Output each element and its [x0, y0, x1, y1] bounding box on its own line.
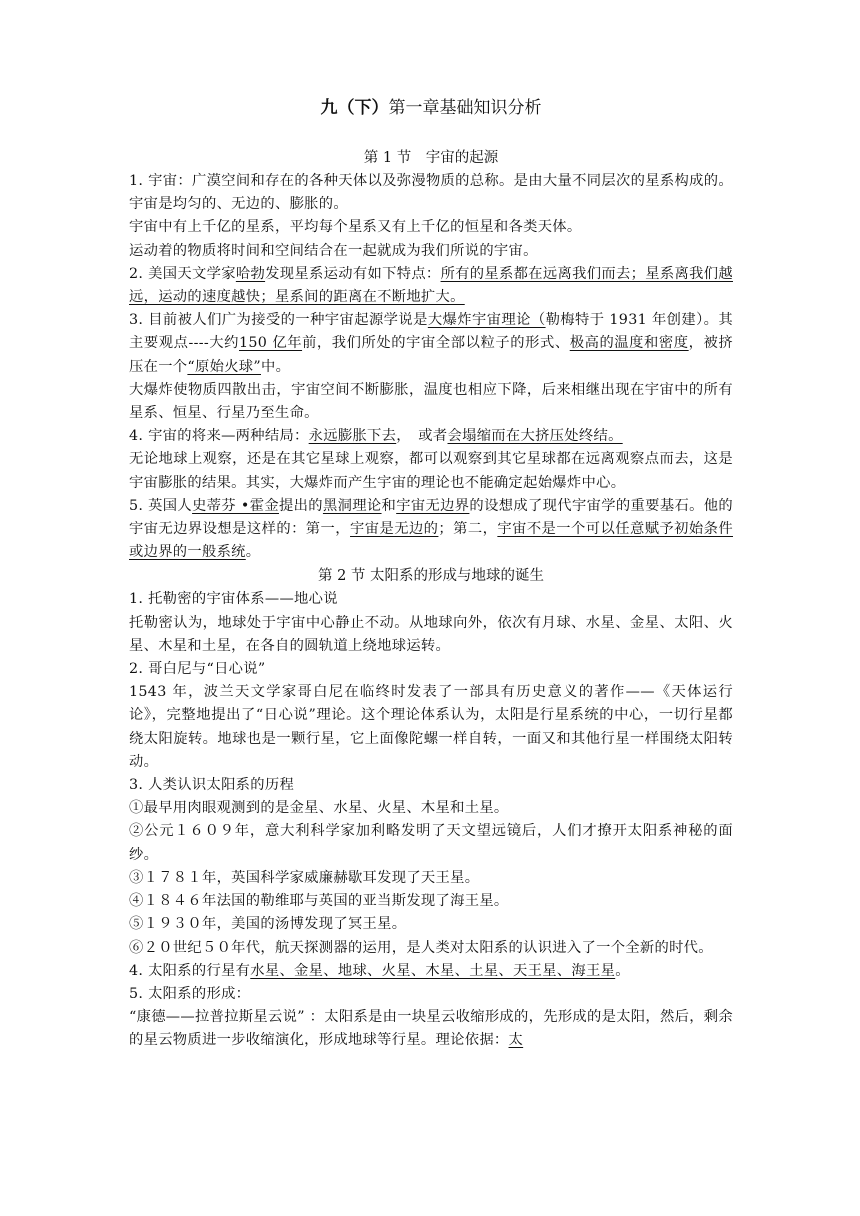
text-span: 。 [615, 962, 630, 979]
underline-planet-list: 水星、金星、地球、火星、木星、土星、天王星、海王星 [250, 962, 616, 979]
page-title [129, 96, 733, 120]
text-span: 前，我们所处的宇宙全部以粒子的形式、 [302, 335, 570, 352]
s2-history-item-5: ⑤１９３０年，美国的汤博发现了冥王星。 [129, 916, 407, 933]
s1-paragraph-2: 宇宙中有上千亿的星系，平均每个星系又有上千亿的恒星和各类天体。 [129, 219, 582, 236]
underline-no-boundary: 宇宙无边界 [396, 497, 470, 514]
text-span: 发现星系运动有如下特点： [265, 265, 441, 282]
underline-fireball: “原始火球” [187, 358, 261, 375]
s1-paragraph-observation: 无论地球上观察，还是在其它星球上观察，都可以观察到其它星球都在远离观察点而去，这是宇宙膨胀的结果。其实，大爆炸而产生宇宙的理论也不能确定起始爆炸中心。 [129, 451, 733, 491]
s2-history-item-6: ⑥２０世纪５０年代，航天探测器的运用，是人类对太阳系的认识进入了一个全新的时代。 [129, 939, 713, 956]
underline-general-system: 宇宙不是一个可以任意赋予初始条件或边界的一般系统 [129, 521, 733, 561]
s2-heading-copernicus: 2. 哥白尼与“日心说” [129, 661, 266, 678]
document-page [129, 96, 733, 1053]
s2-history-item-1: ①最早用肉眼观测到的是金星、水星、火星、木星和土星。 [129, 800, 509, 817]
s2-history-item-2: ②公元１６０９年，意大利科学家加利略发明了天文望远镜后，人们才撩开太阳系神秘的面纱。 [129, 823, 733, 863]
title-text: 第一章基础知识分析 [388, 98, 542, 118]
s2-history-item-4: ④１８４６年法国的勒维耶与英国的亚当斯发现了海王星。 [129, 893, 509, 910]
underline-big-bang: 大爆炸宇宙理论（ [427, 312, 546, 329]
s2-paragraph-nebula [129, 1006, 733, 1052]
text-span: 。 [245, 544, 261, 561]
s1-paragraph-1: 1. 宇宙：广漠空间和存在的各种天体以及弥漫物质的总称。是由大量不同层次的星系构成的。宇宙是均匀的、无边的、膨胀的。 [129, 173, 733, 213]
underline-galaxy-features: 所有的星系都在远离我们而去；星系离我们越远，运动的速度越快；星系间的距离在不断地扩大。 [129, 265, 733, 306]
section-2-heading: 第 2 节 太阳系的形成与地球的诞生 [317, 568, 545, 585]
s2-heading-history: 3. 人类认识太阳系的历程 [129, 777, 295, 794]
text-span: 提出的 [278, 497, 323, 514]
text-span: 和 [381, 497, 397, 514]
text-span: 4. 太阳系的行星有 [129, 962, 251, 979]
text-span: ，被挤压在一个 [129, 335, 733, 375]
underline-expand: 永远膨胀下去 [308, 428, 397, 445]
underline-basis: 太 [508, 1032, 524, 1049]
underline-hawking: 史蒂芬 •霍金 [192, 497, 279, 514]
text-span: 5. 英国人 [129, 497, 193, 514]
underline-black-hole: 黑洞理论 [322, 497, 382, 514]
s1-paragraph-future [129, 425, 733, 448]
text-span: 3. 目前被人们广为接受的一种宇宙起源学说是 [129, 312, 428, 329]
underline-boundless: 宇宙是无边的 [350, 521, 439, 538]
text-span: 勒梅特于 1931 年创建）。其主要观点----大约 [129, 312, 733, 352]
text-span: 中。 [261, 358, 291, 375]
s1-paragraph-3: 运动着的物质将时间和空间结合在一起就成为我们所说的宇宙。 [129, 242, 538, 259]
s1-paragraph-hawking [129, 495, 733, 565]
s2-heading-formation: 5. 太阳系的形成： [129, 985, 251, 1002]
text-span: “康德——拉普拉斯星云说” ：太阳系是由一块星云收缩形成的，先形成的是太阳，然后，剩余的星云物质进一步收缩演化，形成地球等行星。理论依据： [129, 1009, 733, 1049]
underline-temperature: 极高的温度和密度 [569, 335, 689, 352]
underline-hubble: 哈勃 [235, 265, 266, 282]
text-span: ， 或者 [396, 428, 448, 445]
underline-collapse: 会塌缩而在大挤压处终结。 [447, 428, 623, 445]
s2-history-item-3: ③１７８１年，英国科学家威廉赫歇耳发现了天王星。 [129, 869, 480, 886]
s2-paragraph-copernicus: 1543 年，波兰天文学家哥白尼在临终时发表了一部具有历史意义的著作——《天体运行论》，完整地提出了“日心说”理论。这个理论体系认为，太阳是行星系统的中心，一切行星都绕太阳旋转。地球也是一颗行星，它上面像陀螺一样自转，一面又和其他行星一样围绕太阳转动。 [129, 684, 733, 770]
text-span: 的设想成了现代宇宙学的重要基石。他的宇宙无边界设想是这样的：第一， [129, 497, 733, 538]
section-1-heading: 第 1 节 宇宙的起源 [363, 150, 499, 166]
s2-paragraph-planets [129, 960, 733, 983]
s1-paragraph-big-bang [129, 309, 733, 379]
s2-paragraph-ptolemy: 托勒密认为，地球处于宇宙中心静止不动。从地球向外，依次有月球、水星、金星、太阳、火星、木星和土星，在各自的圆轨道上绕地球运转。 [129, 614, 733, 654]
title-grade: 九（下） [320, 98, 389, 118]
underline-15-billion: 150 亿年 [239, 335, 303, 352]
text-span: 2. 美国天文学家 [129, 265, 236, 282]
text-span: 4. 宇宙的将来—两种结局： [129, 428, 309, 445]
s2-heading-ptolemy: 1. 托勒密的宇宙体系——地心说 [129, 591, 338, 608]
s1-paragraph-hubble [129, 263, 733, 309]
text-span: ；第二， [438, 521, 498, 538]
s1-paragraph-expansion: 大爆炸使物质四散出击，宇宙空间不断膨胀，温度也相应下降，后来相继出现在宇宙中的所有星系、恒星、行星乃至生命。 [129, 381, 733, 422]
